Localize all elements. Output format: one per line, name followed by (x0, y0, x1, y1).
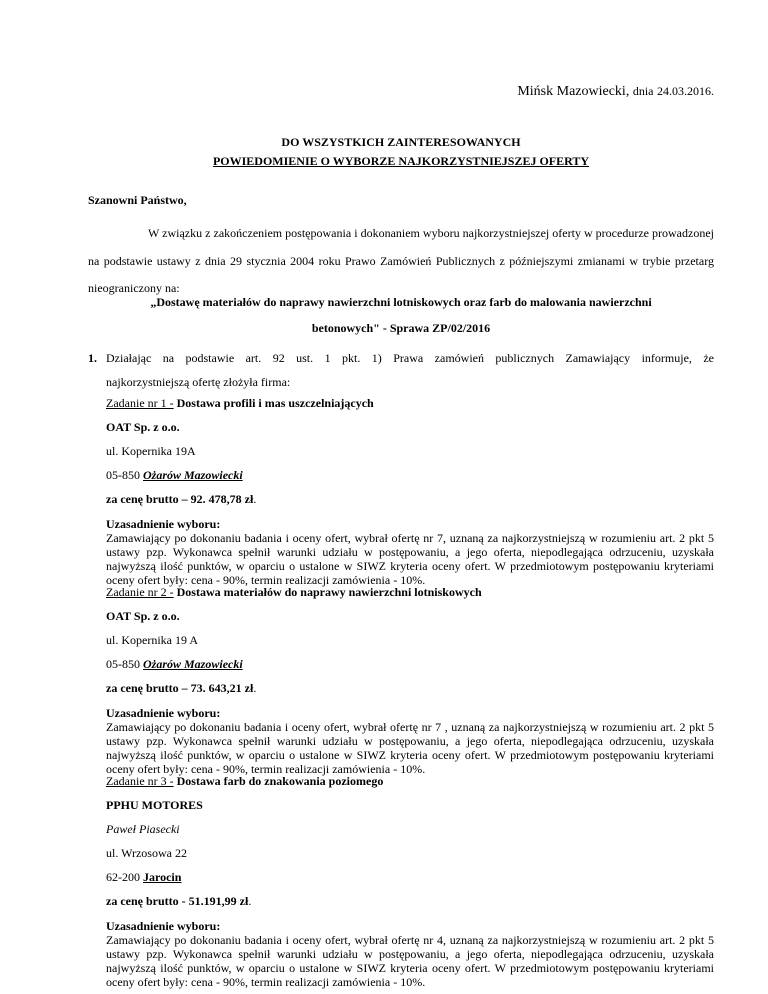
city-name: Ożarów Mazowiecki (143, 657, 243, 671)
justification-text: Zamawiający po dokonaniu badania i oceny ofert, wybrał ofertę nr 4, uznaną za najkorzystniejszą w rozumieniu art. 2 pkt 5 ustawy pzp. Wykonawca spełnił warunki udziału w postępowaniu, a jego oferta, niepodlegająca odrzuceniu, uzyskała najwyższą ilość punktów, w oparciu o ustalone w SIWZ kryteria oceny ofert. W przedmiotowym postępowaniu kryteriami oceny ofert były: cena - 90%, termin realizacji zamówienia - 10%. (106, 933, 714, 989)
company-name: PPHU MOTORES (106, 798, 203, 812)
task-3 (106, 771, 714, 989)
postal-code: 62-200 (106, 870, 140, 884)
street-address: ul. Wrzosowa 22 (106, 846, 187, 860)
city-name: Ożarów Mazowiecki (143, 468, 243, 482)
greeting: Szanowni Państwo, (88, 193, 187, 207)
task-title (106, 582, 714, 606)
intro-paragraph: W związku z zakończeniem postępowania i dokonaniem wyboru najkorzystniejszej oferty w procedurze prowadzonej na podstawie ustawy z dnia 29 stycznia 2004 roku Prawo Zamówień Publicznych z późniejszymi zmianami w trybie przetarg nieograniczony na: (88, 226, 714, 295)
price-line: za cenę brutto – 73. 643,21 zł. (106, 681, 257, 695)
place-name: Mińsk Mazowiecki, (517, 84, 630, 99)
justification-title: Uzasadnienie wyboru: (106, 919, 221, 933)
addressee-heading: DO WSZYSTKICH ZAINTERESOWANYCH (281, 135, 521, 149)
task-1 (106, 393, 714, 587)
street-address: ul. Kopernika 19A (106, 444, 196, 458)
gross-price: za cenę brutto - 51.191,99 zł (106, 894, 249, 908)
justification-title: Uzasadnienie wyboru: (106, 517, 221, 531)
justification-text: Zamawiający po dokonaniu badania i oceny ofert, wybrał ofertę nr 7, uznaną za najkorzystniejszą w rozumieniu art. 2 pkt 5 ustawy pzp. Wykonawca spełnił warunki udziału w postępowaniu, a jego oferta, niepodlegająca odrzuceniu, uzyskała najwyższą ilość punktów, w oparciu o ustalone w SIWZ kryteria oceny ofert. W przedmiotowym postępowaniu kryteriami oceny ofert były: cena - 90%, termin realizacji zamówienia - 10%. (106, 531, 714, 587)
task-description: Dostawa profili i mas uszczelniających (173, 396, 374, 410)
postal-code: 05-850 (106, 657, 140, 671)
section-number: 1. (88, 351, 97, 365)
task-label: Zadanie nr 2 - (106, 585, 174, 599)
section-1 (88, 346, 714, 394)
postal-code: 05-850 (106, 468, 140, 482)
company-name: OAT Sp. z o.o. (106, 420, 180, 434)
task-label: Zadanie nr 1 - (106, 396, 174, 410)
date-prefix: dnia (632, 84, 654, 98)
gross-price: za cenę brutto – 73. 643,21 zł (106, 681, 254, 695)
city-name: Jarocin (143, 870, 182, 884)
place-and-date (517, 84, 714, 100)
postal-address (106, 654, 714, 678)
company-name: OAT Sp. z o.o. (106, 609, 180, 623)
justification-text: Zamawiający po dokonaniu badania i oceny ofert, wybrał ofertę nr 7 , uznaną za najkorzystniejszą w rozumieniu art. 2 pkt 5 ustawy pzp. Wykonawca spełnił warunki udziału w postępowaniu, a jego oferta, niepodlegająca odrzuceniu, uzyskała najwyższą ilość punktów, w oparciu o ustalone w SIWZ kryteria oceny ofert. W przedmiotowym postępowaniu kryteriami oceny ofert były: cena - 90%, termin realizacji zamówienia - 10%. (106, 720, 714, 776)
task-description: Dostawa materiałów do naprawy nawierzchni lotniskowych (173, 585, 482, 599)
document-date: 24.03.2016. (657, 84, 714, 98)
gross-price: za cenę brutto – 92. 478,78 zł (106, 492, 254, 506)
postal-address (106, 867, 714, 891)
postal-address (106, 465, 714, 489)
section-1-line-1: Działając na podstawie art. 92 ust. 1 pkt. 1) Prawa zamówień publicznych Zamawiający informuje, że (106, 351, 714, 365)
subject-line-2: betonowych" - Sprawa ZP/02/2016 (311, 321, 491, 335)
task-title (106, 393, 714, 417)
procurement-subject (88, 289, 714, 341)
task-description: Dostawa farb do znakowania poziomego (173, 774, 384, 788)
street-address: ul. Kopernika 19 A (106, 633, 198, 647)
contact-person: Paweł Piasecki (106, 822, 180, 836)
subject-line-1: „Dostawę materiałów do naprawy nawierzchni lotniskowych oraz farb do malowania nawierzchni (150, 295, 652, 309)
task-label: Zadanie nr 3 - (106, 774, 174, 788)
task-2 (106, 582, 714, 776)
justification-title: Uzasadnienie wyboru: (106, 706, 221, 720)
price-line: za cenę brutto – 92. 478,78 zł. (106, 492, 257, 506)
price-line: za cenę brutto - 51.191,99 zł. (106, 894, 252, 908)
section-1-line-2: najkorzystniejszą ofertę złożyła firma: (106, 375, 291, 389)
task-title (106, 771, 714, 795)
notice-heading: POWIEDOMIENIE O WYBORZE NAJKORZYSTNIEJSZEJ OFERTY (212, 154, 590, 168)
